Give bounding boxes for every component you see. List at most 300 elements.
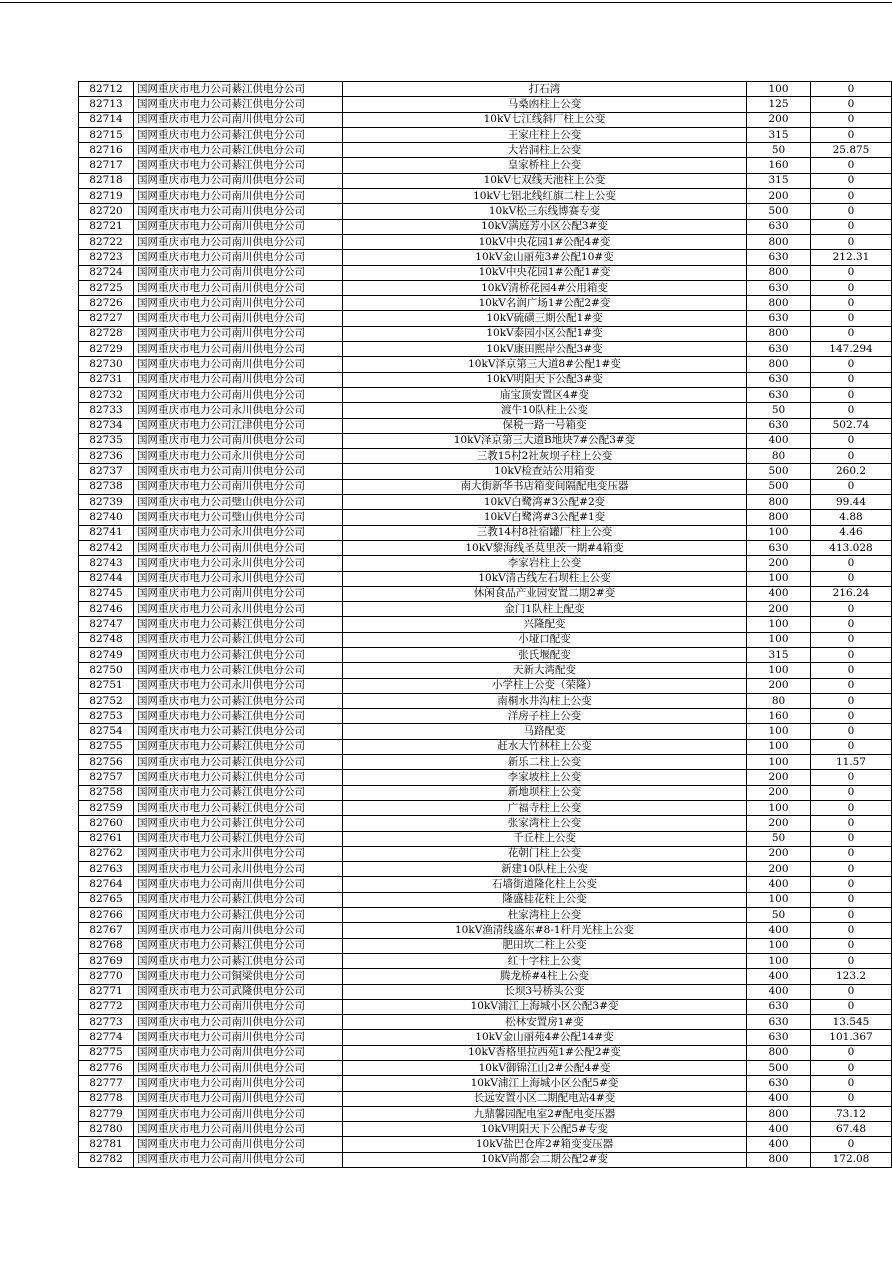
transformer-name-cell: 三教14村8社宿罐厂柱上公变 <box>343 525 747 540</box>
transformer-name-cell: 10kV满庭芳小区公配3#变 <box>343 219 747 234</box>
value-cell: 0 <box>811 387 892 402</box>
row-id-cell: 82754 <box>79 724 134 739</box>
table-row <box>79 877 892 892</box>
table-row <box>79 1091 892 1106</box>
table-row <box>79 418 892 433</box>
table-row <box>79 571 892 586</box>
transformer-name-cell: 李家岩柱上公变 <box>343 556 747 571</box>
table-row <box>79 296 892 311</box>
capacity-cell: 800 <box>747 234 811 249</box>
capacity-cell: 630 <box>747 219 811 234</box>
transformer-name-cell: 10kV明阳天下公配3#变 <box>343 372 747 387</box>
value-cell: 0 <box>811 831 892 846</box>
transformer-name-cell: 杜家湾柱上公变 <box>343 908 747 923</box>
row-id-cell: 82727 <box>79 311 134 326</box>
row-id-cell: 82778 <box>79 1091 134 1106</box>
company-cell: 国网重庆市电力公司永川供电分公司 <box>134 449 343 464</box>
value-cell: 0 <box>811 97 892 112</box>
capacity-cell: 80 <box>747 693 811 708</box>
capacity-cell: 200 <box>747 189 811 204</box>
transformer-name-cell: 打石湾 <box>343 82 747 97</box>
company-cell: 国网重庆市电力公司南川供电分公司 <box>134 1137 343 1152</box>
transformer-name-cell: 10kV金山丽苑3#公配10#变 <box>343 250 747 265</box>
capacity-cell: 800 <box>747 1045 811 1060</box>
row-id-cell: 82743 <box>79 556 134 571</box>
table-row <box>79 647 892 662</box>
transformer-name-cell: 腾龙桥#4柱上公变 <box>343 969 747 984</box>
value-cell: 99.44 <box>811 495 892 510</box>
table-row <box>79 755 892 770</box>
table-row <box>79 831 892 846</box>
value-cell: 13.545 <box>811 1015 892 1030</box>
capacity-cell: 500 <box>747 204 811 219</box>
value-cell: 67.48 <box>811 1122 892 1137</box>
table-row <box>79 617 892 632</box>
table-row <box>79 632 892 647</box>
table-row <box>79 663 892 678</box>
company-cell: 国网重庆市电力公司綦江供电分公司 <box>134 709 343 724</box>
capacity-cell: 100 <box>747 953 811 968</box>
value-cell: 0 <box>811 204 892 219</box>
capacity-cell: 100 <box>747 938 811 953</box>
transformer-name-cell: 渡牛10队柱上公变 <box>343 403 747 418</box>
transformer-name-cell: 小垭口配变 <box>343 632 747 647</box>
company-cell: 国网重庆市电力公司璧山供电分公司 <box>134 510 343 525</box>
company-cell: 国网重庆市电力公司江津供电分公司 <box>134 418 343 433</box>
value-cell: 0 <box>811 1091 892 1106</box>
company-cell: 国网重庆市电力公司綦江供电分公司 <box>134 800 343 815</box>
value-cell: 0 <box>811 556 892 571</box>
row-id-cell: 82740 <box>79 510 134 525</box>
row-id-cell: 82731 <box>79 372 134 387</box>
value-cell: 0 <box>811 357 892 372</box>
row-id-cell: 82756 <box>79 755 134 770</box>
capacity-cell: 200 <box>747 556 811 571</box>
table-row <box>79 342 892 357</box>
capacity-cell: 100 <box>747 617 811 632</box>
company-cell: 国网重庆市电力公司綦江供电分公司 <box>134 908 343 923</box>
value-cell: 0 <box>811 280 892 295</box>
transformer-name-cell: 庙宝顶安置区4#变 <box>343 387 747 402</box>
value-cell: 0 <box>811 571 892 586</box>
row-id-cell: 82763 <box>79 862 134 877</box>
table-row <box>79 800 892 815</box>
capacity-cell: 500 <box>747 479 811 494</box>
value-cell: 0 <box>811 709 892 724</box>
capacity-cell: 800 <box>747 326 811 341</box>
row-id-cell: 82761 <box>79 831 134 846</box>
value-cell: 0 <box>811 923 892 938</box>
row-id-cell: 82720 <box>79 204 134 219</box>
capacity-cell: 400 <box>747 984 811 999</box>
transformer-name-cell: 新建10队柱上公变 <box>343 862 747 877</box>
transformer-name-cell: 10kV检查站公用箱变 <box>343 464 747 479</box>
value-cell: 0 <box>811 234 892 249</box>
row-id-cell: 82776 <box>79 1061 134 1076</box>
table-row <box>79 495 892 510</box>
transformer-name-cell: 李家坡柱上公变 <box>343 770 747 785</box>
company-cell: 国网重庆市电力公司南川供电分公司 <box>134 387 343 402</box>
table-row <box>79 953 892 968</box>
value-cell: 0 <box>811 785 892 800</box>
table-row <box>79 479 892 494</box>
company-cell: 国网重庆市电力公司南川供电分公司 <box>134 1152 343 1167</box>
row-id-cell: 82737 <box>79 464 134 479</box>
row-id-cell: 82772 <box>79 999 134 1014</box>
company-cell: 国网重庆市电力公司綦江供电分公司 <box>134 82 343 97</box>
capacity-cell: 315 <box>747 173 811 188</box>
transformer-name-cell: 张家湾柱上公变 <box>343 816 747 831</box>
table-row <box>79 189 892 204</box>
transformer-name-cell: 10kV白鹭湾#3公配#2变 <box>343 495 747 510</box>
capacity-cell: 800 <box>747 296 811 311</box>
transformer-name-cell: 10kV康田熙岸公配3#变 <box>343 342 747 357</box>
transformer-name-cell: 10kV名润广场1#公配2#变 <box>343 296 747 311</box>
transformer-name-cell: 10kV七双线天池柱上公变 <box>343 173 747 188</box>
table-row <box>79 709 892 724</box>
value-cell: 0 <box>811 739 892 754</box>
transformer-name-cell: 三教15村2社灰坝子柱上公变 <box>343 449 747 464</box>
row-id-cell: 82779 <box>79 1106 134 1121</box>
transformer-name-cell: 千丘柱上公变 <box>343 831 747 846</box>
capacity-cell: 200 <box>747 678 811 693</box>
value-cell: 25.875 <box>811 143 892 158</box>
value-cell: 0 <box>811 908 892 923</box>
capacity-cell: 630 <box>747 540 811 555</box>
capacity-cell: 630 <box>747 311 811 326</box>
table-row <box>79 280 892 295</box>
company-cell: 国网重庆市电力公司南川供电分公司 <box>134 326 343 341</box>
table-row <box>79 464 892 479</box>
value-cell: 0 <box>811 632 892 647</box>
row-id-cell: 82747 <box>79 617 134 632</box>
transformer-name-cell: 金门1队柱上配变 <box>343 602 747 617</box>
company-cell: 国网重庆市电力公司南川供电分公司 <box>134 112 343 127</box>
table-row <box>79 357 892 372</box>
company-cell: 国网重庆市电力公司南川供电分公司 <box>134 586 343 601</box>
page-top-rule <box>0 2 892 3</box>
company-cell: 国网重庆市电力公司南川供电分公司 <box>134 1061 343 1076</box>
transformer-table <box>78 81 892 1168</box>
table-row <box>79 739 892 754</box>
value-cell: 0 <box>811 265 892 280</box>
transformer-name-cell: 休闲食品产业园安置二期2#变 <box>343 586 747 601</box>
value-cell: 0 <box>811 877 892 892</box>
transformer-name-cell: 10kV御锦江山2#公配4#变 <box>343 1061 747 1076</box>
table-row <box>79 1076 892 1091</box>
row-id-cell: 82738 <box>79 479 134 494</box>
company-cell: 国网重庆市电力公司綦江供电分公司 <box>134 693 343 708</box>
table-row <box>79 250 892 265</box>
table-row <box>79 862 892 877</box>
capacity-cell: 200 <box>747 770 811 785</box>
capacity-cell: 80 <box>747 449 811 464</box>
capacity-cell: 630 <box>747 1015 811 1030</box>
transformer-name-cell: 兴隆配变 <box>343 617 747 632</box>
company-cell: 国网重庆市电力公司永川供电分公司 <box>134 525 343 540</box>
company-cell: 国网重庆市电力公司永川供电分公司 <box>134 602 343 617</box>
capacity-cell: 200 <box>747 862 811 877</box>
value-cell: 0 <box>811 953 892 968</box>
table-row <box>79 785 892 800</box>
transformer-name-cell: 新乐二柱上公变 <box>343 755 747 770</box>
table-row <box>79 387 892 402</box>
table-row <box>79 1106 892 1121</box>
value-cell: 212.31 <box>811 250 892 265</box>
table-row <box>79 1061 892 1076</box>
row-id-cell: 82744 <box>79 571 134 586</box>
row-id-cell: 82739 <box>79 495 134 510</box>
transformer-name-cell: 皇家桥柱上公变 <box>343 158 747 173</box>
transformer-name-cell: 10kV松三东线博赛专变 <box>343 204 747 219</box>
value-cell: 0 <box>811 127 892 142</box>
company-cell: 国网重庆市电力公司綦江供电分公司 <box>134 816 343 831</box>
row-id-cell: 82728 <box>79 326 134 341</box>
company-cell: 国网重庆市电力公司铜梁供电分公司 <box>134 969 343 984</box>
row-id-cell: 82729 <box>79 342 134 357</box>
company-cell: 国网重庆市电力公司南川供电分公司 <box>134 189 343 204</box>
row-id-cell: 82724 <box>79 265 134 280</box>
value-cell: 0 <box>811 663 892 678</box>
company-cell: 国网重庆市电力公司南川供电分公司 <box>134 999 343 1014</box>
row-id-cell: 82752 <box>79 693 134 708</box>
value-cell: 0 <box>811 479 892 494</box>
value-cell: 4.46 <box>811 525 892 540</box>
table-row <box>79 525 892 540</box>
value-cell: 0 <box>811 617 892 632</box>
value-cell: 101.367 <box>811 1030 892 1045</box>
capacity-cell: 630 <box>747 999 811 1014</box>
transformer-name-cell: 肥田坎二柱上公变 <box>343 938 747 953</box>
table-row <box>79 892 892 907</box>
transformer-name-cell: 洋房子柱上公变 <box>343 709 747 724</box>
value-cell: 11.57 <box>811 755 892 770</box>
table-row <box>79 1122 892 1137</box>
capacity-cell: 400 <box>747 433 811 448</box>
company-cell: 国网重庆市电力公司南川供电分公司 <box>134 464 343 479</box>
value-cell: 0 <box>811 219 892 234</box>
company-cell: 国网重庆市电力公司綦江供电分公司 <box>134 617 343 632</box>
capacity-cell: 500 <box>747 1061 811 1076</box>
value-cell: 0 <box>811 693 892 708</box>
table-row <box>79 816 892 831</box>
table-row <box>79 326 892 341</box>
company-cell: 国网重庆市电力公司綦江供电分公司 <box>134 739 343 754</box>
company-cell: 国网重庆市电力公司永川供电分公司 <box>134 862 343 877</box>
value-cell: 0 <box>811 372 892 387</box>
row-id-cell: 82780 <box>79 1122 134 1137</box>
capacity-cell: 200 <box>747 112 811 127</box>
row-id-cell: 82758 <box>79 785 134 800</box>
row-id-cell: 82733 <box>79 403 134 418</box>
table-row <box>79 219 892 234</box>
transformer-name-cell: 10kV清桥花园4#公用箱变 <box>343 280 747 295</box>
capacity-cell: 50 <box>747 831 811 846</box>
row-id-cell: 82736 <box>79 449 134 464</box>
transformer-name-cell: 10kV七铝北线红旗二柱上公变 <box>343 189 747 204</box>
transformer-name-cell: 花朝门柱上公变 <box>343 846 747 861</box>
row-id-cell: 82749 <box>79 647 134 662</box>
value-cell: 0 <box>811 816 892 831</box>
company-cell: 国网重庆市电力公司永川供电分公司 <box>134 403 343 418</box>
company-cell: 国网重庆市电力公司南川供电分公司 <box>134 204 343 219</box>
row-id-cell: 82735 <box>79 433 134 448</box>
value-cell: 0 <box>811 724 892 739</box>
capacity-cell: 630 <box>747 1030 811 1045</box>
capacity-cell: 500 <box>747 464 811 479</box>
transformer-name-cell: 大岩洞柱上公变 <box>343 143 747 158</box>
row-id-cell: 82775 <box>79 1045 134 1060</box>
company-cell: 国网重庆市电力公司綦江供电分公司 <box>134 632 343 647</box>
capacity-cell: 200 <box>747 602 811 617</box>
capacity-cell: 800 <box>747 1152 811 1167</box>
value-cell: 502.74 <box>811 418 892 433</box>
row-id-cell: 82760 <box>79 816 134 831</box>
row-id-cell: 82766 <box>79 908 134 923</box>
company-cell: 国网重庆市电力公司永川供电分公司 <box>134 556 343 571</box>
company-cell: 国网重庆市电力公司綦江供电分公司 <box>134 938 343 953</box>
table-row <box>79 556 892 571</box>
value-cell: 147.294 <box>811 342 892 357</box>
value-cell: 123.2 <box>811 969 892 984</box>
value-cell: 0 <box>811 112 892 127</box>
value-cell: 0 <box>811 1137 892 1152</box>
company-cell: 国网重庆市电力公司綦江供电分公司 <box>134 831 343 846</box>
value-cell: 0 <box>811 602 892 617</box>
table-row <box>79 724 892 739</box>
capacity-cell: 100 <box>747 571 811 586</box>
transformer-name-cell: 10kV泰园小区公配1#变 <box>343 326 747 341</box>
transformer-name-cell: 广福寺柱上公变 <box>343 800 747 815</box>
capacity-cell: 100 <box>747 892 811 907</box>
value-cell: 0 <box>811 403 892 418</box>
company-cell: 国网重庆市电力公司南川供电分公司 <box>134 540 343 555</box>
value-cell: 0 <box>811 770 892 785</box>
capacity-cell: 160 <box>747 158 811 173</box>
value-cell: 0 <box>811 892 892 907</box>
capacity-cell: 630 <box>747 280 811 295</box>
capacity-cell: 400 <box>747 923 811 938</box>
table-row <box>79 678 892 693</box>
value-cell: 0 <box>811 647 892 662</box>
capacity-cell: 315 <box>747 127 811 142</box>
table-row <box>79 372 892 387</box>
company-cell: 国网重庆市电力公司南川供电分公司 <box>134 265 343 280</box>
row-id-cell: 82757 <box>79 770 134 785</box>
company-cell: 国网重庆市电力公司南川供电分公司 <box>134 234 343 249</box>
table-row <box>79 449 892 464</box>
company-cell: 国网重庆市电力公司南川供电分公司 <box>134 877 343 892</box>
capacity-cell: 400 <box>747 969 811 984</box>
capacity-cell: 630 <box>747 418 811 433</box>
transformer-name-cell: 新地坝柱上公变 <box>343 785 747 800</box>
value-cell: 0 <box>811 296 892 311</box>
value-cell: 0 <box>811 158 892 173</box>
transformer-name-cell: 10kV中央花园1#公配4#变 <box>343 234 747 249</box>
row-id-cell: 82722 <box>79 234 134 249</box>
capacity-cell: 800 <box>747 510 811 525</box>
table-row <box>79 586 892 601</box>
table-row <box>79 938 892 953</box>
capacity-cell: 400 <box>747 586 811 601</box>
capacity-cell: 400 <box>747 1137 811 1152</box>
row-id-cell: 82773 <box>79 1015 134 1030</box>
table-row <box>79 540 892 555</box>
row-id-cell: 82782 <box>79 1152 134 1167</box>
row-id-cell: 82726 <box>79 296 134 311</box>
transformer-name-cell: 南大街新华书店箱变间隔配电变压器 <box>343 479 747 494</box>
company-cell: 国网重庆市电力公司南川供电分公司 <box>134 1122 343 1137</box>
capacity-cell: 200 <box>747 846 811 861</box>
transformer-name-cell: 10kV七江线斜厂柱上公变 <box>343 112 747 127</box>
transformer-name-cell: 红十字柱上公变 <box>343 953 747 968</box>
capacity-cell: 50 <box>747 403 811 418</box>
capacity-cell: 630 <box>747 387 811 402</box>
value-cell: 0 <box>811 862 892 877</box>
company-cell: 国网重庆市电力公司南川供电分公司 <box>134 1091 343 1106</box>
row-id-cell: 82769 <box>79 953 134 968</box>
row-id-cell: 82712 <box>79 82 134 97</box>
row-id-cell: 82748 <box>79 632 134 647</box>
transformer-name-cell: 10kV中央花园1#公配1#变 <box>343 265 747 280</box>
company-cell: 国网重庆市电力公司綦江供电分公司 <box>134 647 343 662</box>
capacity-cell: 315 <box>747 647 811 662</box>
transformer-name-cell: 马路配变 <box>343 724 747 739</box>
capacity-cell: 100 <box>747 800 811 815</box>
company-cell: 国网重庆市电力公司南川供电分公司 <box>134 923 343 938</box>
value-cell: 0 <box>811 1076 892 1091</box>
row-id-cell: 82745 <box>79 586 134 601</box>
row-id-cell: 82750 <box>79 663 134 678</box>
capacity-cell: 200 <box>747 816 811 831</box>
transformer-name-cell: 王家庄柱上公变 <box>343 127 747 142</box>
value-cell: 0 <box>811 1045 892 1060</box>
transformer-name-cell: 10kV浦江上海城小区公配5#变 <box>343 1076 747 1091</box>
row-id-cell: 82762 <box>79 846 134 861</box>
company-cell: 国网重庆市电力公司綦江供电分公司 <box>134 663 343 678</box>
row-id-cell: 82718 <box>79 173 134 188</box>
value-cell: 172.08 <box>811 1152 892 1167</box>
company-cell: 国网重庆市电力公司南川供电分公司 <box>134 1030 343 1045</box>
transformer-name-cell: 长坝3号桥头公变 <box>343 984 747 999</box>
table-row <box>79 173 892 188</box>
value-cell: 0 <box>811 1061 892 1076</box>
table-row <box>79 1045 892 1060</box>
table-row <box>79 693 892 708</box>
table-row <box>79 433 892 448</box>
capacity-cell: 100 <box>747 755 811 770</box>
company-cell: 国网重庆市电力公司南川供电分公司 <box>134 311 343 326</box>
transformer-name-cell: 10kV清古线左石坝柱上公变 <box>343 571 747 586</box>
capacity-cell: 125 <box>747 97 811 112</box>
row-id-cell: 82755 <box>79 739 134 754</box>
value-cell: 4.88 <box>811 510 892 525</box>
capacity-cell: 160 <box>747 709 811 724</box>
transformer-name-cell: 石墙街道隆化柱上公变 <box>343 877 747 892</box>
table-row <box>79 1015 892 1030</box>
table-row <box>79 1137 892 1152</box>
row-id-cell: 82715 <box>79 127 134 142</box>
company-cell: 国网重庆市电力公司璧山供电分公司 <box>134 495 343 510</box>
table-row <box>79 846 892 861</box>
company-cell: 国网重庆市电力公司永川供电分公司 <box>134 571 343 586</box>
table-row <box>79 311 892 326</box>
table-row <box>79 923 892 938</box>
table-row <box>79 82 892 97</box>
value-cell: 413.028 <box>811 540 892 555</box>
capacity-cell: 800 <box>747 265 811 280</box>
capacity-cell: 200 <box>747 785 811 800</box>
